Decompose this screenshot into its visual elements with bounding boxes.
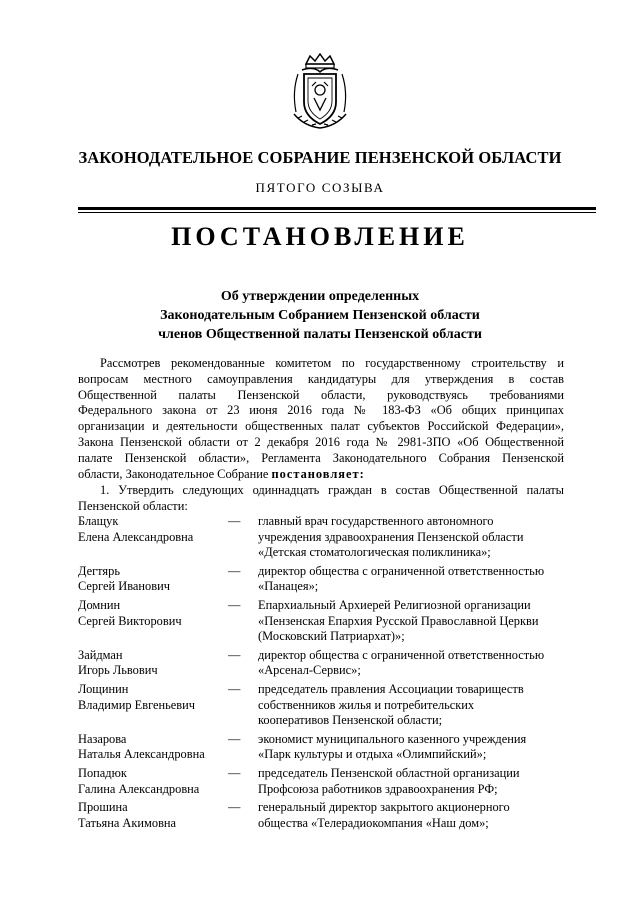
member-dash: — (228, 731, 241, 746)
legislature-name: ЗАКОНОДАТЕЛЬНОЕ СОБРАНИЕ ПЕНЗЕНСКОЙ ОБЛАСТИ (78, 148, 562, 167)
preamble-line: Общественной палаты Пензенской области, руководствуясь требованиями (78, 387, 564, 402)
member-dash: — (228, 765, 241, 780)
member-surname: Блащук (78, 514, 119, 528)
member-surname: Домнин (78, 597, 121, 612)
position-line: собственников жилья и потребительских (258, 697, 475, 712)
member-position (258, 800, 564, 831)
preamble-line: организации и деятельности общественных палат субъектов Российской Федерации», (78, 419, 564, 434)
member-dash: — (228, 563, 241, 578)
preamble-paragraph (78, 356, 564, 482)
member-name (78, 800, 228, 831)
position-line: Епархиальный Архиерей Религиозной организации (258, 597, 531, 612)
preamble-line: Закона Пензенской области от 2 декабря 2016 года № 2981-ЗПО «Об Общественной (78, 434, 564, 449)
member-name (78, 766, 228, 797)
member-surname: Лощинин (78, 681, 129, 696)
member-name (78, 648, 228, 679)
member-position (258, 682, 564, 729)
member-entry (78, 766, 564, 797)
member-surname: Зайдман (78, 647, 123, 662)
member-surname: Прошина (78, 800, 128, 815)
position-line: «Пензенская Епархия Русской Православной Церкви (258, 613, 539, 628)
subject-line: членов Общественной палаты Пензенской области (158, 327, 482, 342)
member-given-name: Галина Александровна (78, 781, 200, 796)
member-entry (78, 682, 564, 729)
member-surname: Дегтярь (78, 563, 120, 578)
position-line: «Панацея»; (258, 579, 319, 594)
members-list (78, 514, 564, 834)
coat-of-arms-icon (284, 52, 356, 130)
position-line: кооперативов Пензенской области; (258, 713, 443, 728)
member-entry (78, 564, 564, 595)
member-position (258, 648, 564, 679)
member-entry (78, 732, 564, 763)
position-line: главный врач государственного автономного (258, 514, 494, 528)
member-name (78, 732, 228, 763)
member-entry (78, 514, 564, 561)
preamble-line: палате Пензенской области», Регламента Законодательного Собрания Пензенской (78, 450, 564, 465)
clause-1 (78, 483, 564, 515)
member-dash: — (228, 800, 241, 815)
member-given-name: Елена Александровна (78, 529, 194, 544)
member-entry (78, 648, 564, 679)
position-line: учреждения здравоохранения Пензенской области (258, 529, 524, 544)
position-line: «Парк культуры и отдыха «Олимпийский»; (258, 747, 487, 762)
position-line: председатель Пензенской областной организации (258, 765, 520, 780)
document-type-title: ПОСТАНОВЛЕНИЕ (171, 222, 469, 251)
position-line: общества «Телерадиокомпания «Наш дом»; (258, 815, 489, 830)
member-position (258, 598, 564, 645)
member-given-name: Сергей Иванович (78, 579, 170, 594)
member-entry (78, 800, 564, 831)
member-given-name: Игорь Львович (78, 663, 158, 678)
member-given-name: Татьяна Акимовна (78, 815, 177, 830)
clause-1-line: 1. Утвердить следующих одиннадцать граждан в состав Общественной палаты (100, 483, 564, 497)
member-surname: Назарова (78, 731, 127, 746)
position-line: (Московский Патриархат)»; (258, 629, 405, 644)
preamble-line-last (78, 467, 564, 483)
position-line: «Арсенал-Сервис»; (258, 663, 361, 678)
member-entry (78, 598, 564, 645)
member-name (78, 598, 228, 645)
clause-1-line: Пензенской области: (78, 498, 188, 513)
preamble-line: Федерального закона от 23 июня 2016 года № 183-ФЗ «Об общих принципах (78, 403, 564, 418)
member-name (78, 682, 228, 729)
preamble-line: вопросам местного самоуправления кандидатуры для утверждения в состав (78, 371, 564, 386)
member-name (78, 514, 228, 561)
member-name (78, 564, 228, 595)
member-dash: — (228, 597, 241, 612)
member-given-name: Сергей Викторович (78, 613, 182, 628)
position-line: Профсоюза работников здравоохранения РФ; (258, 781, 498, 796)
member-given-name: Владимир Евгеньевич (78, 697, 195, 712)
preamble-line: области, Законодательное Собрание (78, 466, 269, 481)
preamble-line: Рассмотрев рекомендованные комитетом по государственному строительству и (100, 356, 564, 370)
member-dash: — (228, 647, 241, 662)
member-surname: Попадюк (78, 765, 127, 780)
document-subject (0, 287, 640, 344)
member-position (258, 514, 564, 561)
header-divider-thick (78, 207, 596, 210)
header-divider-thin (78, 212, 596, 213)
member-given-name: Наталья Александровна (78, 747, 205, 762)
position-line: «Детская стоматологическая поликлиника»; (258, 545, 491, 560)
member-dash: — (228, 681, 241, 696)
member-position (258, 564, 564, 595)
member-dash: — (228, 514, 241, 528)
position-line: директор общества с ограниченной ответственностью (258, 563, 545, 578)
position-line: председатель правления Ассоциации товариществ (258, 681, 524, 696)
member-position (258, 766, 564, 797)
position-line: экономист муниципального казенного учреждения (258, 731, 527, 746)
position-line: генеральный директор закрытого акционерного (258, 800, 510, 815)
subject-line: Об утверждении определенных (220, 289, 420, 304)
position-line: директор общества с ограниченной ответственностью (258, 647, 545, 662)
member-position (258, 732, 564, 763)
resolves-keyword: постановляет: (271, 466, 365, 481)
subject-line: Законодательным Собранием Пензенской области (160, 308, 480, 323)
convocation: ПЯТОГО СОЗЫВА (255, 180, 385, 195)
